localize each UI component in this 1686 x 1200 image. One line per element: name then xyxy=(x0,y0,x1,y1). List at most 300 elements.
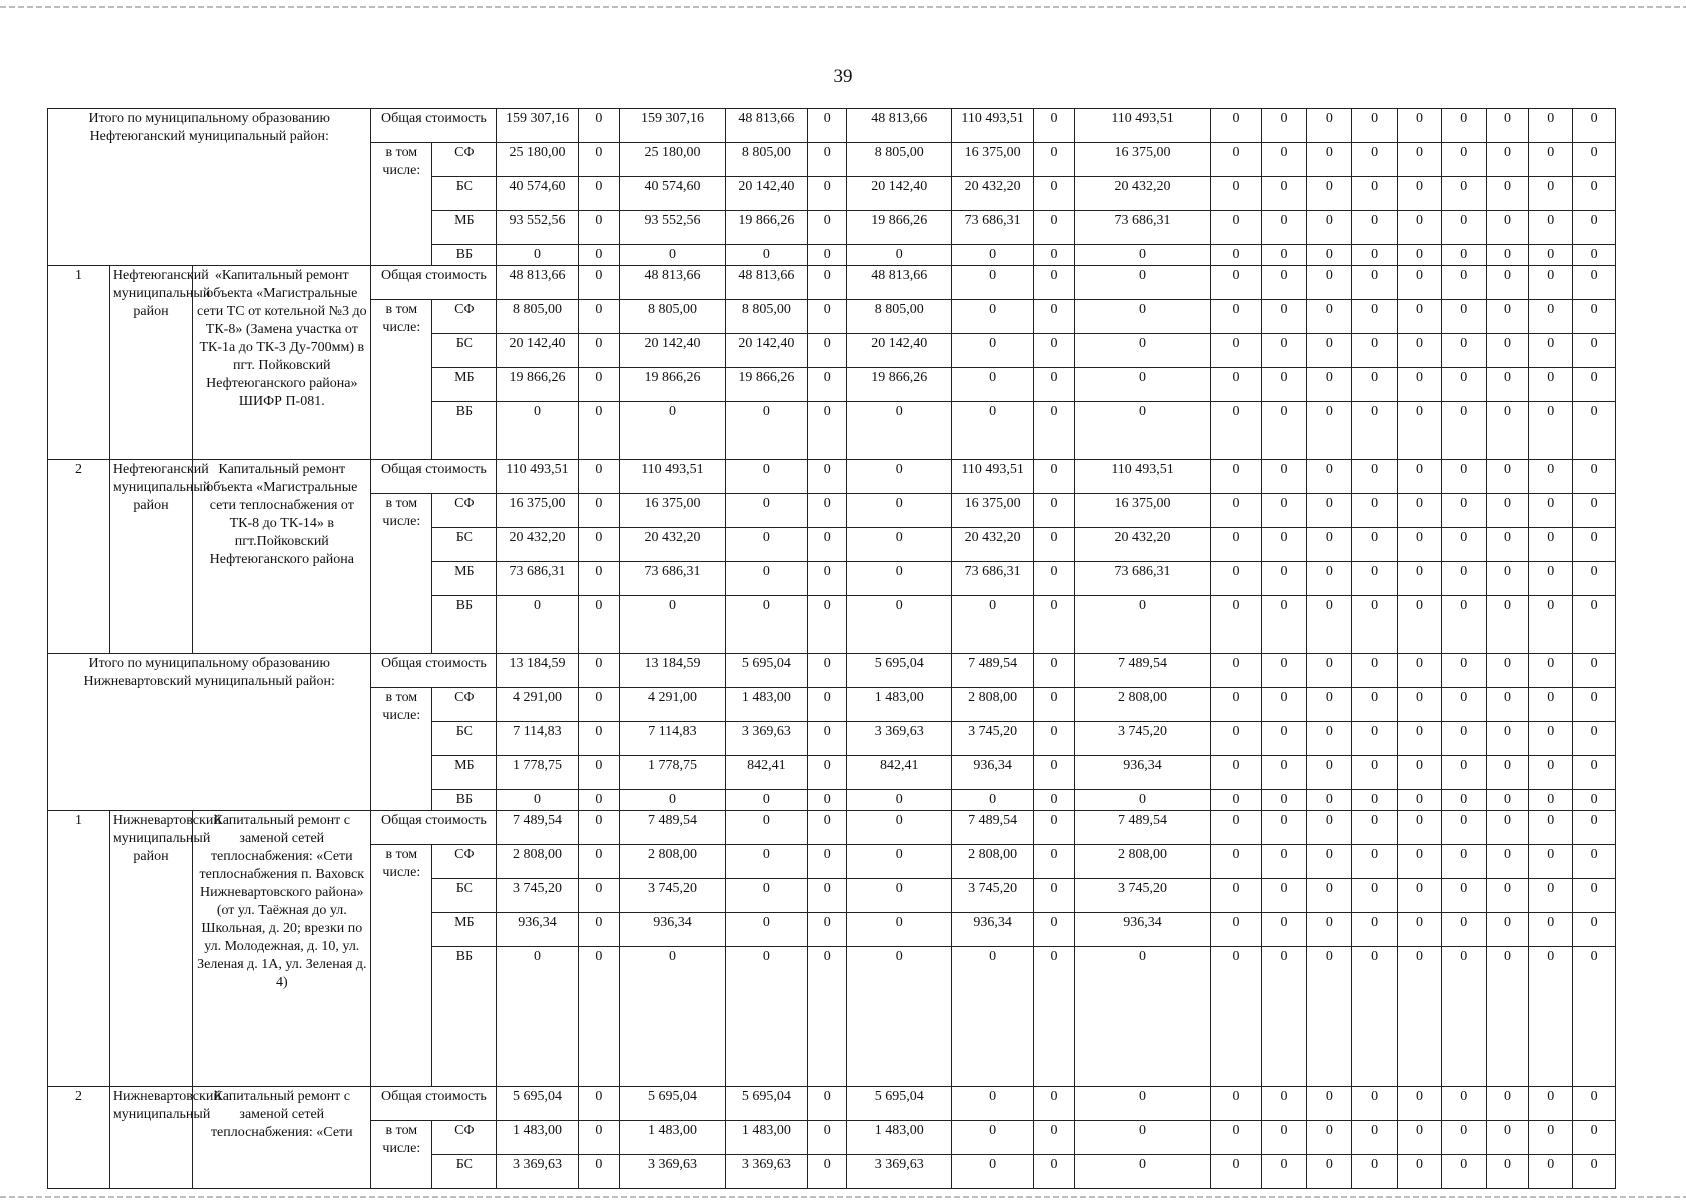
table-cell: 0 xyxy=(1441,494,1486,528)
table-cell: 0 xyxy=(1211,528,1261,562)
table-cell: 0 xyxy=(1441,245,1486,266)
table-cell: 0 xyxy=(1398,913,1442,947)
table-cell: 0 xyxy=(1261,245,1307,266)
table-cell: 0 xyxy=(1441,596,1486,654)
table-cell: 0 xyxy=(1352,1121,1398,1155)
table-cell: 3 369,63 xyxy=(847,1155,952,1189)
table-cell: 0 xyxy=(847,879,952,913)
table-cell: 0 xyxy=(1441,947,1486,1087)
table-cell: 0 xyxy=(620,402,726,460)
table-cell: 842,41 xyxy=(847,756,952,790)
table-cell: 0 xyxy=(1211,913,1261,947)
table-cell: 0 xyxy=(1441,722,1486,756)
budget-source-sf: СФ xyxy=(432,845,497,879)
table-cell: 0 xyxy=(1441,300,1486,334)
table-cell: 2 808,00 xyxy=(1074,688,1211,722)
table-cell: 0 xyxy=(1352,528,1398,562)
table-cell: 0 xyxy=(847,913,952,947)
table-cell: 0 xyxy=(1211,334,1261,368)
table-cell: 0 xyxy=(1211,177,1261,211)
table-cell: 3 369,63 xyxy=(725,722,807,756)
item-number: 2 xyxy=(48,460,110,654)
table-cell: 1 483,00 xyxy=(620,1121,726,1155)
table-cell: 0 xyxy=(1573,266,1616,300)
table-cell: 0 xyxy=(1211,790,1261,811)
table-cell: 0 xyxy=(1261,947,1307,1087)
table-cell: 48 813,66 xyxy=(620,266,726,300)
table-cell: 0 xyxy=(1441,266,1486,300)
municipality-name: Нижневартовский муниципальный район xyxy=(109,811,192,1087)
table-cell: 40 574,60 xyxy=(620,177,726,211)
table-cell: 0 xyxy=(1352,300,1398,334)
table-cell: 0 xyxy=(1074,266,1211,300)
table-cell: 0 xyxy=(1261,460,1307,494)
table-cell: 0 xyxy=(1307,245,1352,266)
table-cell: 0 xyxy=(1307,756,1352,790)
table-cell: 0 xyxy=(1398,811,1442,845)
table-cell: 0 xyxy=(807,1121,846,1155)
table-cell: 0 xyxy=(1074,947,1211,1087)
table-cell: 0 xyxy=(1261,1087,1307,1121)
total-cost-label: Общая стоимость xyxy=(371,811,497,845)
table-cell: 0 xyxy=(1529,596,1573,654)
table-cell: 3 745,20 xyxy=(497,879,578,913)
budget-source-sf: СФ xyxy=(432,143,497,177)
table-cell: 0 xyxy=(1307,211,1352,245)
table-cell: 0 xyxy=(1307,300,1352,334)
table-row xyxy=(48,654,1616,688)
table-cell: 0 xyxy=(1034,562,1075,596)
table-cell: 0 xyxy=(1034,368,1075,402)
table-cell: 0 xyxy=(1352,266,1398,300)
budget-source-bs: БС xyxy=(432,879,497,913)
table-cell: 0 xyxy=(1074,368,1211,402)
table-cell: 0 xyxy=(1398,845,1442,879)
table-cell: 0 xyxy=(807,143,846,177)
table-cell: 0 xyxy=(807,688,846,722)
table-cell: 0 xyxy=(1074,245,1211,266)
table-cell: 0 xyxy=(1034,528,1075,562)
table-cell: 0 xyxy=(1441,879,1486,913)
table-cell: 20 432,20 xyxy=(952,528,1034,562)
budget-source-mb: МБ xyxy=(432,368,497,402)
table-cell: 0 xyxy=(807,245,846,266)
table-cell: 3 369,63 xyxy=(725,1155,807,1189)
table-cell: 0 xyxy=(1261,688,1307,722)
table-cell: 0 xyxy=(1261,756,1307,790)
table-cell: 0 xyxy=(807,460,846,494)
table-cell: 48 813,66 xyxy=(725,109,807,143)
table-cell: 0 xyxy=(1211,654,1261,688)
table-cell: 0 xyxy=(1398,334,1442,368)
table-cell: 0 xyxy=(1352,494,1398,528)
table-cell: 0 xyxy=(1529,811,1573,845)
table-cell: 40 574,60 xyxy=(497,177,578,211)
table-cell: 0 xyxy=(725,811,807,845)
table-cell: 0 xyxy=(578,947,620,1087)
table-cell: 0 xyxy=(1261,654,1307,688)
table-cell: 0 xyxy=(1529,790,1573,811)
table-cell: 0 xyxy=(1211,722,1261,756)
table-cell: 0 xyxy=(1261,211,1307,245)
table-cell: 7 489,54 xyxy=(1074,811,1211,845)
table-cell: 1 483,00 xyxy=(725,1121,807,1155)
table-cell: 0 xyxy=(1034,913,1075,947)
table-cell: 110 493,51 xyxy=(620,460,726,494)
table-cell: 0 xyxy=(1573,1155,1616,1189)
item-number: 1 xyxy=(48,266,110,460)
table-cell: 0 xyxy=(1074,1155,1211,1189)
table-cell: 0 xyxy=(725,790,807,811)
table-cell: 8 805,00 xyxy=(847,300,952,334)
table-cell: 0 xyxy=(1398,562,1442,596)
table-cell: 0 xyxy=(578,143,620,177)
table-cell: 4 291,00 xyxy=(620,688,726,722)
table-cell: 0 xyxy=(1211,300,1261,334)
table-cell: 0 xyxy=(952,790,1034,811)
table-cell: 0 xyxy=(1307,1155,1352,1189)
table-cell: 0 xyxy=(1307,460,1352,494)
table-cell: 0 xyxy=(1573,177,1616,211)
table-cell: 0 xyxy=(807,1087,846,1121)
table-cell: 8 805,00 xyxy=(725,300,807,334)
table-cell: 0 xyxy=(725,913,807,947)
table-cell: 16 375,00 xyxy=(620,494,726,528)
table-cell: 0 xyxy=(847,947,952,1087)
table-cell: 0 xyxy=(807,913,846,947)
table-cell: 0 xyxy=(578,177,620,211)
table-cell: 0 xyxy=(1573,402,1616,460)
table-cell: 16 375,00 xyxy=(497,494,578,528)
table-cell: 4 291,00 xyxy=(497,688,578,722)
table-cell: 0 xyxy=(807,947,846,1087)
table-cell: 0 xyxy=(1352,368,1398,402)
table-cell: 0 xyxy=(1034,1155,1075,1189)
table-cell: 0 xyxy=(1529,913,1573,947)
including-label: в том числе: xyxy=(371,143,432,266)
table-cell: 0 xyxy=(1261,1121,1307,1155)
table-cell: 0 xyxy=(1441,143,1486,177)
table-cell: 0 xyxy=(807,596,846,654)
table-cell: 2 808,00 xyxy=(497,845,578,879)
table-cell: 0 xyxy=(807,300,846,334)
table-cell: 5 695,04 xyxy=(497,1087,578,1121)
budget-source-mb: МБ xyxy=(432,562,497,596)
budget-source-bs: БС xyxy=(432,1155,497,1189)
table-cell: 0 xyxy=(1441,1087,1486,1121)
table-cell: 0 xyxy=(1529,947,1573,1087)
table-cell: 20 432,20 xyxy=(1074,177,1211,211)
table-cell: 0 xyxy=(1486,688,1529,722)
table-cell: 0 xyxy=(1034,845,1075,879)
table-cell: 0 xyxy=(1034,790,1075,811)
table-cell: 5 695,04 xyxy=(725,654,807,688)
table-cell: 0 xyxy=(1573,368,1616,402)
table-cell: 936,34 xyxy=(620,913,726,947)
table-cell: 0 xyxy=(1573,143,1616,177)
table-cell: 0 xyxy=(1074,300,1211,334)
table-cell: 0 xyxy=(1307,811,1352,845)
budget-source-sf: СФ xyxy=(432,494,497,528)
table-cell: 0 xyxy=(1573,845,1616,879)
table-cell: 0 xyxy=(1441,688,1486,722)
table-cell: 0 xyxy=(1261,143,1307,177)
table-cell: 93 552,56 xyxy=(620,211,726,245)
table-cell: 0 xyxy=(1261,300,1307,334)
table-cell: 73 686,31 xyxy=(620,562,726,596)
table-cell: 0 xyxy=(1573,654,1616,688)
table-cell: 0 xyxy=(1307,790,1352,811)
table-cell: 73 686,31 xyxy=(952,211,1034,245)
table-cell: 0 xyxy=(1573,1121,1616,1155)
table-cell: 0 xyxy=(1352,177,1398,211)
total-cost-label: Общая стоимость xyxy=(371,1087,497,1121)
table-cell: 0 xyxy=(1398,494,1442,528)
table-cell: 0 xyxy=(1398,402,1442,460)
table-cell: 0 xyxy=(1398,211,1442,245)
table-cell: 0 xyxy=(1529,1121,1573,1155)
table-cell: 0 xyxy=(1441,402,1486,460)
table-cell: 0 xyxy=(620,790,726,811)
table-cell: 0 xyxy=(497,402,578,460)
table-cell: 0 xyxy=(1352,109,1398,143)
table-cell: 3 369,63 xyxy=(620,1155,726,1189)
table-cell: 20 142,40 xyxy=(620,334,726,368)
table-cell: 0 xyxy=(578,1087,620,1121)
table-cell: 16 375,00 xyxy=(1074,494,1211,528)
table-cell: 0 xyxy=(807,402,846,460)
table-cell: 0 xyxy=(1307,177,1352,211)
table-cell: 0 xyxy=(952,1155,1034,1189)
table-cell: 0 xyxy=(1211,596,1261,654)
table-cell: 0 xyxy=(578,654,620,688)
table-cell: 0 xyxy=(1307,368,1352,402)
table-cell: 0 xyxy=(1307,562,1352,596)
table-cell: 0 xyxy=(1398,654,1442,688)
table-cell: 0 xyxy=(1074,790,1211,811)
table-cell: 1 778,75 xyxy=(620,756,726,790)
table-cell: 0 xyxy=(1529,300,1573,334)
table-cell: 0 xyxy=(1352,654,1398,688)
table-cell: 7 114,83 xyxy=(497,722,578,756)
table-cell: 0 xyxy=(1034,596,1075,654)
table-cell: 0 xyxy=(952,266,1034,300)
table-cell: 0 xyxy=(1398,109,1442,143)
table-cell: 0 xyxy=(1529,109,1573,143)
table-cell: 0 xyxy=(1307,845,1352,879)
table-cell: 0 xyxy=(1211,266,1261,300)
table-cell: 0 xyxy=(1486,1121,1529,1155)
table-cell: 0 xyxy=(1261,722,1307,756)
table-cell: 0 xyxy=(1034,947,1075,1087)
table-cell: 0 xyxy=(1486,494,1529,528)
table-cell: 0 xyxy=(807,334,846,368)
table-cell: 0 xyxy=(1211,143,1261,177)
table-cell: 0 xyxy=(1211,460,1261,494)
table-cell: 0 xyxy=(1398,528,1442,562)
table-cell: 0 xyxy=(1398,368,1442,402)
table-cell: 73 686,31 xyxy=(497,562,578,596)
table-cell: 0 xyxy=(1441,1155,1486,1189)
table-cell: 0 xyxy=(1529,1155,1573,1189)
section-total-title: Итого по муниципальному образованию Нижневартовский муниципальный район: xyxy=(48,654,371,811)
table-cell: 0 xyxy=(1573,596,1616,654)
table-cell: 0 xyxy=(1529,688,1573,722)
table-cell: 0 xyxy=(1034,654,1075,688)
table-cell: 0 xyxy=(807,879,846,913)
table-cell: 0 xyxy=(620,947,726,1087)
table-cell: 25 180,00 xyxy=(497,143,578,177)
table-cell: 0 xyxy=(847,596,952,654)
table-cell: 0 xyxy=(1573,879,1616,913)
table-cell: 0 xyxy=(1211,1121,1261,1155)
budget-source-mb: МБ xyxy=(432,756,497,790)
table-cell: 0 xyxy=(1441,756,1486,790)
table-cell: 0 xyxy=(1529,654,1573,688)
table-cell: 0 xyxy=(1441,177,1486,211)
table-cell: 0 xyxy=(1074,596,1211,654)
table-cell: 0 xyxy=(1486,790,1529,811)
table-cell: 0 xyxy=(1352,811,1398,845)
table-cell: 0 xyxy=(1486,402,1529,460)
table-cell: 0 xyxy=(952,1121,1034,1155)
table-cell: 20 142,40 xyxy=(725,334,807,368)
table-cell: 0 xyxy=(1307,654,1352,688)
table-row xyxy=(48,460,1616,494)
table-cell: 0 xyxy=(1307,1121,1352,1155)
object-name: Капитальный ремонт объекта «Магистральные сети теплоснабжения от ТК-8 до ТК-14» в пгт.Пойковский Нефтеюганского района xyxy=(193,460,371,654)
table-cell: 0 xyxy=(578,211,620,245)
table-cell: 0 xyxy=(1211,1155,1261,1189)
table-cell: 0 xyxy=(952,300,1034,334)
table-cell: 0 xyxy=(1573,109,1616,143)
table-cell: 0 xyxy=(1307,947,1352,1087)
table-cell: 0 xyxy=(1398,460,1442,494)
table-cell: 0 xyxy=(1441,1121,1486,1155)
table-cell: 0 xyxy=(1441,845,1486,879)
table-cell: 0 xyxy=(1486,300,1529,334)
table-cell: 0 xyxy=(807,266,846,300)
table-cell: 0 xyxy=(1307,402,1352,460)
table-cell: 0 xyxy=(847,245,952,266)
table-cell: 19 866,26 xyxy=(725,368,807,402)
table-cell: 0 xyxy=(1352,211,1398,245)
table-cell: 0 xyxy=(1573,562,1616,596)
table-cell: 0 xyxy=(1398,1155,1442,1189)
table-cell: 0 xyxy=(807,722,846,756)
table-cell: 842,41 xyxy=(725,756,807,790)
table-cell: 0 xyxy=(807,368,846,402)
table-cell: 0 xyxy=(1261,1155,1307,1189)
table-cell: 0 xyxy=(1398,1121,1442,1155)
table-cell: 0 xyxy=(1573,245,1616,266)
table-cell: 0 xyxy=(578,688,620,722)
table-cell: 3 745,20 xyxy=(1074,879,1211,913)
table-cell: 0 xyxy=(578,562,620,596)
budget-table xyxy=(47,108,1616,1189)
table-cell: 20 432,20 xyxy=(1074,528,1211,562)
table-cell: 0 xyxy=(807,1155,846,1189)
table-cell: 0 xyxy=(1261,109,1307,143)
table-cell: 0 xyxy=(1261,528,1307,562)
table-cell: 0 xyxy=(1307,879,1352,913)
table-cell: 0 xyxy=(1441,562,1486,596)
table-cell: 8 805,00 xyxy=(847,143,952,177)
table-cell: 0 xyxy=(1211,688,1261,722)
table-cell: 0 xyxy=(1211,1087,1261,1121)
table-cell: 1 483,00 xyxy=(725,688,807,722)
table-cell: 7 489,54 xyxy=(497,811,578,845)
table-cell: 0 xyxy=(1261,368,1307,402)
table-cell: 0 xyxy=(1261,402,1307,460)
table-cell: 0 xyxy=(1352,688,1398,722)
table-cell: 0 xyxy=(1529,722,1573,756)
table-cell: 0 xyxy=(1398,596,1442,654)
table-cell: 0 xyxy=(1529,756,1573,790)
table-cell: 0 xyxy=(1441,109,1486,143)
table-cell: 0 xyxy=(807,845,846,879)
table-cell: 936,34 xyxy=(1074,913,1211,947)
table-cell: 0 xyxy=(1261,266,1307,300)
table-cell: 93 552,56 xyxy=(497,211,578,245)
table-cell: 0 xyxy=(807,811,846,845)
table-cell: 0 xyxy=(1486,811,1529,845)
table-cell: 0 xyxy=(725,528,807,562)
table-cell: 0 xyxy=(1398,143,1442,177)
table-cell: 0 xyxy=(1261,790,1307,811)
table-cell: 0 xyxy=(497,790,578,811)
table-cell: 0 xyxy=(578,334,620,368)
table-cell: 3 745,20 xyxy=(620,879,726,913)
table-cell: 0 xyxy=(1486,562,1529,596)
table-cell: 110 493,51 xyxy=(952,109,1034,143)
table-cell: 0 xyxy=(1486,266,1529,300)
table-cell: 0 xyxy=(1486,528,1529,562)
table-cell: 0 xyxy=(1529,211,1573,245)
table-cell: 110 493,51 xyxy=(1074,109,1211,143)
table-cell: 3 745,20 xyxy=(1074,722,1211,756)
table-cell: 0 xyxy=(1441,460,1486,494)
table-cell: 0 xyxy=(1441,913,1486,947)
table-cell: 7 489,54 xyxy=(620,811,726,845)
table-cell: 0 xyxy=(1486,722,1529,756)
table-cell: 0 xyxy=(725,562,807,596)
total-cost-label: Общая стоимость xyxy=(371,460,497,494)
table-cell: 0 xyxy=(1486,596,1529,654)
table-cell: 0 xyxy=(1398,947,1442,1087)
table-cell: 0 xyxy=(807,211,846,245)
table-cell: 0 xyxy=(1034,245,1075,266)
table-cell: 0 xyxy=(1573,211,1616,245)
table-cell: 0 xyxy=(1573,722,1616,756)
table-cell: 0 xyxy=(620,596,726,654)
table-cell: 19 866,26 xyxy=(847,211,952,245)
table-cell: 0 xyxy=(1441,528,1486,562)
table-cell: 0 xyxy=(1261,845,1307,879)
budget-source-vb: ВБ xyxy=(432,596,497,654)
table-cell: 0 xyxy=(1211,947,1261,1087)
table-cell: 0 xyxy=(1074,402,1211,460)
table-cell: 0 xyxy=(1573,811,1616,845)
table-row xyxy=(48,1087,1616,1121)
table-cell: 0 xyxy=(1034,756,1075,790)
table-cell: 0 xyxy=(1352,790,1398,811)
table-cell: 0 xyxy=(1486,1155,1529,1189)
scan-edge-bottom xyxy=(0,1196,1686,1198)
table-cell: 0 xyxy=(1211,368,1261,402)
table-cell: 0 xyxy=(1211,879,1261,913)
table-cell: 0 xyxy=(1441,654,1486,688)
